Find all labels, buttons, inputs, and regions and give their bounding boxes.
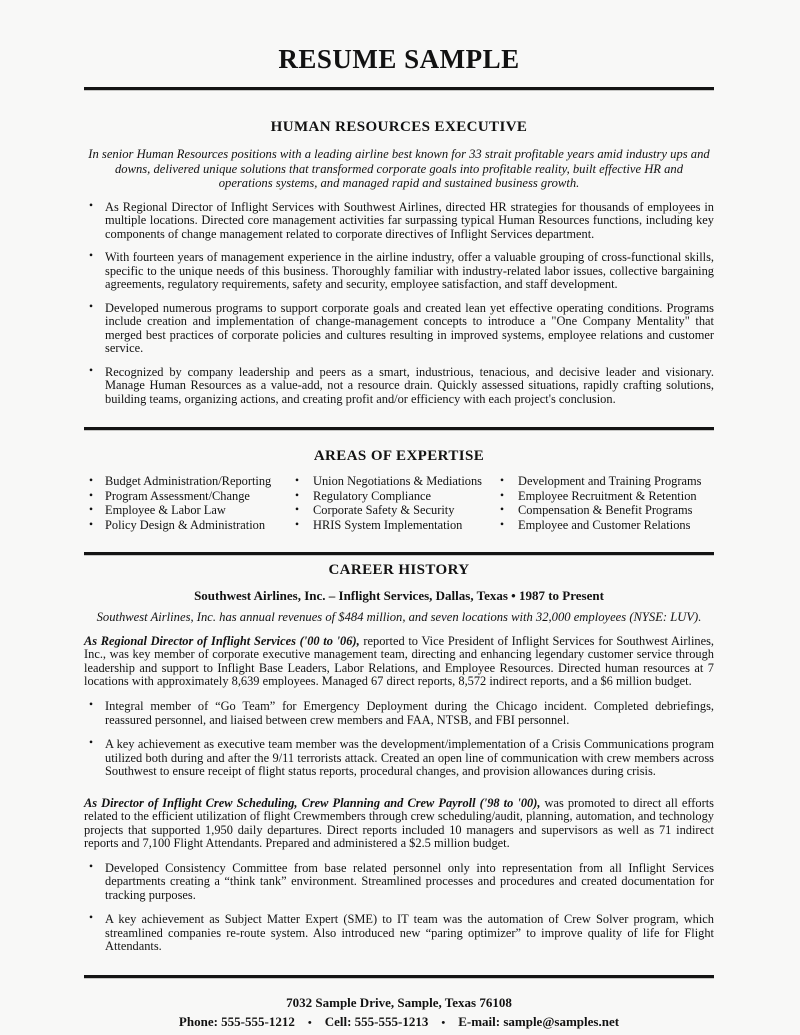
role-bullet — [84, 738, 714, 779]
profile-heading: HUMAN RESOURCES EXECUTIVE — [270, 119, 528, 135]
bullet-icon: • — [89, 300, 94, 313]
expertise-heading: AREAS OF EXPERTISE — [313, 448, 485, 465]
bullet-icon: • — [89, 364, 94, 377]
bullet-icon: • — [89, 489, 94, 502]
bullet-icon: • — [500, 504, 505, 517]
profile-section — [84, 119, 714, 406]
bullet-icon: • — [89, 912, 94, 925]
career-history-section — [84, 562, 714, 954]
bullet-icon: • — [89, 699, 94, 712]
expertise-item — [500, 489, 714, 504]
role-title: As Director of Inflight Crew Scheduling, Crew Planning and Crew Payroll ('98 to '00), — [84, 795, 541, 810]
profile-bullet — [84, 366, 714, 407]
expertise-item-label: Corporate Safety & Security — [313, 503, 455, 518]
bullet-separator-icon: • — [307, 1016, 312, 1029]
role-bullet-list — [84, 700, 714, 779]
expertise-item-label: Employee & Labor Law — [105, 503, 226, 518]
bullet-icon: • — [295, 489, 300, 502]
bullet-icon: • — [89, 519, 94, 532]
expertise-item-label: HRIS System Implementation — [313, 518, 463, 533]
section-divider — [84, 427, 714, 431]
profile-bullet-text: As Regional Director of Inflight Services with Southwest Airlines, directed HR strategies for thousands of employees in multiple locations. Directed core management activities far surpassing typical Human Resources functions, including key components of change management related to corporate directives of Inflight Services department. — [105, 199, 714, 241]
bullet-icon: • — [295, 504, 300, 517]
expertise-item-label: Policy Design & Administration — [105, 518, 266, 533]
expertise-item-label: Regulatory Compliance — [313, 488, 432, 503]
role-bullet-text: A key achievement as executive team member was the development/implementation of a Crisis Communications program utilized both during and after the 9/11 terrorists attack. Created an open line of communication with crew members across Southwest to ensure receipt of flight status reports, procedural changes, and provision allowances during crisis. — [105, 737, 714, 779]
expertise-item — [84, 489, 295, 504]
role-bullet — [84, 862, 714, 903]
bullet-icon: • — [295, 519, 300, 532]
section-divider — [84, 87, 714, 91]
expertise-item — [84, 503, 295, 518]
bullet-icon: • — [89, 737, 94, 750]
expertise-item-label: Employee and Customer Relations — [518, 518, 691, 533]
phone-number: Phone: 555-555-1212 — [178, 1013, 295, 1029]
profile-bullet-text: Recognized by company leadership and peers as a smart, industrious, tenacious, and decisive leader and visionary. Manage Human Resources as a value-add, not a resource drain. Quickly assessed situations, rapidly crafting solutions, building teams, organizing actions, and creating profit and/or efficiency with each project's conclusion. — [105, 364, 714, 406]
expertise-item-label: Union Negotiations & Mediations — [313, 474, 482, 489]
expertise-item-label: Employee Recruitment & Retention — [518, 488, 697, 503]
bullet-icon: • — [89, 504, 94, 517]
expertise-item — [295, 489, 500, 504]
role-bullet-list — [84, 862, 714, 954]
bullet-icon: • — [500, 489, 505, 502]
expertise-item — [500, 518, 714, 533]
role-bullet — [84, 913, 714, 954]
document-title: RESUME SAMPLE — [278, 44, 520, 74]
bullet-icon: • — [89, 475, 94, 488]
bullet-icon: • — [500, 475, 505, 488]
role-bullet-text: A key achievement as Subject Matter Expert (SME) to IT team was the automation of Crew Solver program, which streamlined companies re-route system. Also introduced new “paring optimizer” to improve quality of life for Flight Attendants. — [105, 912, 714, 954]
employer-line: Southwest Airlines, Inc. – Inflight Services, Dallas, Texas • 1987 to Present — [194, 587, 604, 603]
role-paragraph — [84, 635, 714, 689]
role-bullet — [84, 700, 714, 727]
profile-bullet — [84, 302, 714, 356]
expertise-item-label: Development and Training Programs — [518, 474, 702, 489]
career-heading: CAREER HISTORY — [328, 561, 470, 578]
cell-number: Cell: 555-555-1213 — [324, 1013, 429, 1029]
expertise-item — [84, 474, 295, 489]
bullet-icon: • — [89, 860, 94, 873]
expertise-item — [295, 474, 500, 489]
expertise-item-label: Compensation & Benefit Programs — [518, 503, 693, 518]
role-bullet-text: Integral member of “Go Team” for Emergency Deployment during the Chicago incident. Completed debriefings, reassured personnel, and liaised between crew members and FAA, NTSB, and FBI personnel. — [105, 699, 714, 727]
expertise-item-label: Program Assessment/Change — [105, 488, 250, 503]
bullet-icon: • — [500, 519, 505, 532]
expertise-item — [500, 503, 714, 518]
expertise-item — [295, 503, 500, 518]
section-divider — [84, 975, 714, 979]
role-description: was promoted to direct all efforts related to the efficient utilization of flight Crewmembers through crew scheduling/audit, planning, automation, and technology projects that supported 1,950 daily departures. Direct reports included 10 managers and supervisors as well as 71 indirect reports and 7,100 Flight Attendants. Prepared and administered a $2.5 million budget. — [84, 795, 714, 851]
contact-line — [84, 1014, 714, 1031]
bullet-separator-icon: • — [441, 1016, 446, 1029]
contact-footer — [84, 995, 714, 1031]
profile-summary: In senior Human Resources positions with a leading airline best known for 33 strait profitable years amid industry ups and downs, delivered unique solutions that transformed corporate goals into profitable reality, built effective HR and operations systems, and managed rapid and sustained business growth. — [88, 147, 710, 191]
employer-note: Southwest Airlines, Inc. has annual revenues of $484 million, and seven locations with 32,000 employees (NYSE: LUV). — [96, 609, 702, 624]
expertise-item-label: Budget Administration/Reporting — [105, 474, 272, 489]
role-title: As Regional Director of Inflight Services ('00 to '06), — [84, 633, 360, 648]
profile-bullet-list — [84, 201, 714, 407]
role-bullet-text: Developed Consistency Committee from base related personnel only into representation from all Inflight Services departments creating a “think tank” environment. Streamlined processes and procedures and created documentation for tracking purposes. — [105, 860, 714, 902]
section-divider — [84, 552, 714, 556]
profile-bullet-text: Developed numerous programs to support corporate goals and created lean yet effective operating conditions. Programs include creation and implementation of change-management concepts to introduce a "One Company Mentality" that merged best practices of corporate policies and cultures resulting in improved systems, employee relations and customer service. — [105, 300, 714, 356]
bullet-icon: • — [89, 250, 94, 263]
expertise-section — [84, 448, 714, 532]
address-line: 7032 Sample Drive, Sample, Texas 76108 — [286, 994, 512, 1010]
expertise-grid — [84, 474, 714, 532]
role-paragraph — [84, 797, 714, 851]
email-address: E-mail: sample@samples.net — [458, 1013, 620, 1029]
role-description: reported to Vice President of Inflight Services for Southwest Airlines, Inc., was key member of corporate executive management team, directing and enhancing legendary customer service through leadership and support to Inflight Base Leaders, Labor Relations, and Employee Resources. Directed human resources at 7 locations with approximately 8,639 employees. Managed 67 direct reports, 8,572 indirect reports, and a $6 million budget. — [84, 633, 714, 689]
bullet-icon: • — [89, 199, 94, 212]
profile-bullet-text: With fourteen years of management experience in the airline industry, offer a valuable grouping of cross-functional skills, specific to the unique needs of this business. Thoroughly familiar with industry-related labor issues, collective bargaining agreements, regulatory requirements, safety and security, employee satisfaction, and staff development. — [105, 250, 714, 292]
profile-bullet — [84, 251, 714, 292]
expertise-item — [500, 474, 714, 489]
expertise-item — [84, 518, 295, 533]
profile-bullet — [84, 201, 714, 242]
bullet-icon: • — [295, 475, 300, 488]
expertise-item — [295, 518, 500, 533]
